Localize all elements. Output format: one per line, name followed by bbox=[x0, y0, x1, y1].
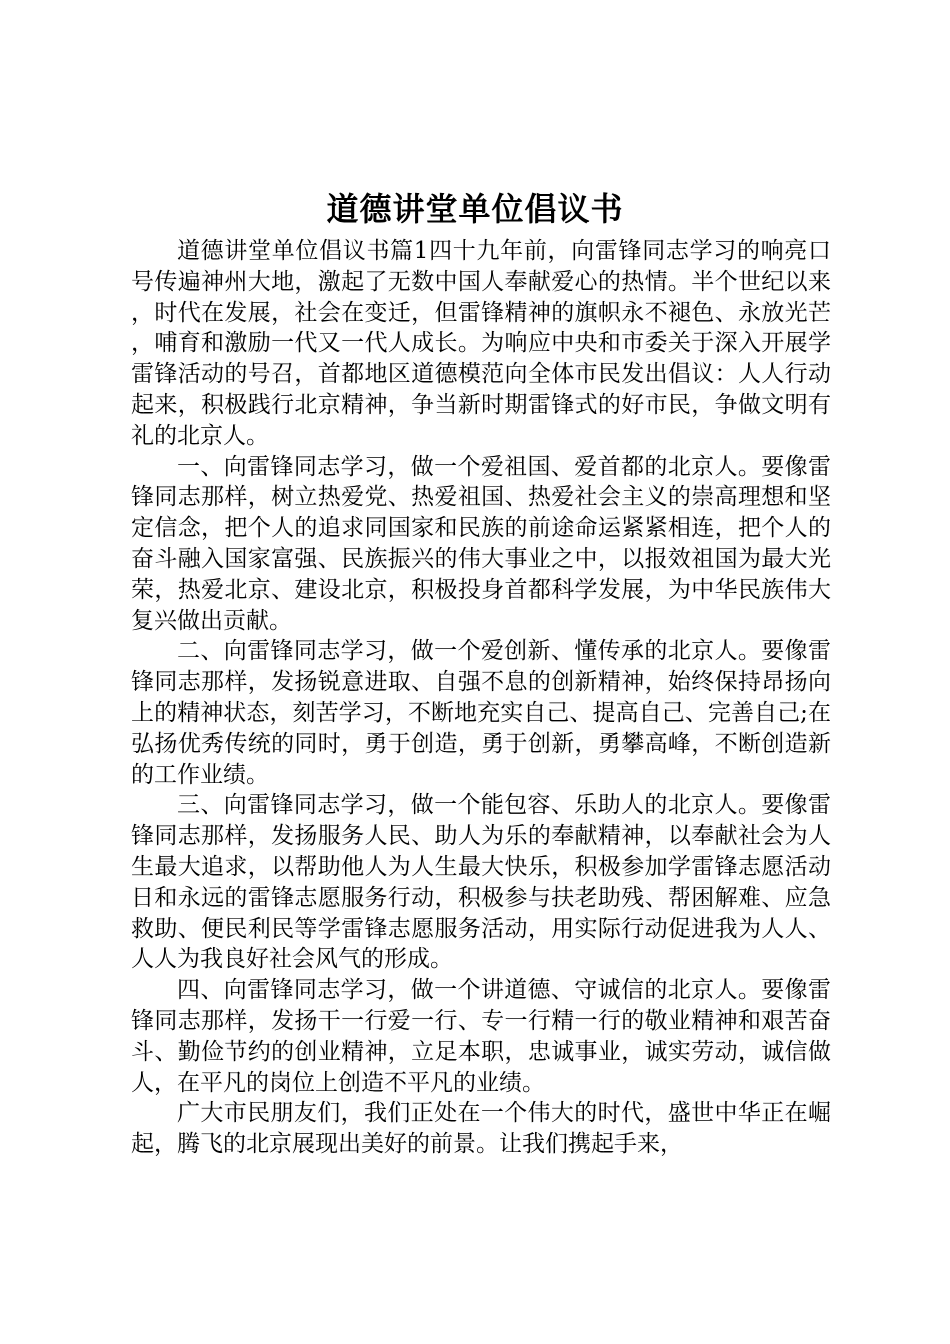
document-title: 道德讲堂单位倡议书 bbox=[326, 190, 624, 228]
paragraph-intro: 道德讲堂单位倡议书篇1四十九年前，向雷锋同志学习的响亮口号传遍神州大地，激起了无数中国人奉献爱心的热情。半个世纪以来，时代在发展，社会在变迁，但雷锋精神的旗帜永不褪色、永放光芒，哺育和激励一代又一代人成长。为响应中央和市委关于深入开展学雷锋活动的号召，首都地区道德模范向全体市民发出倡议：人人行动起来，积极践行北京精神，争当新时期雷锋式的好市民，争做文明有礼的北京人。 bbox=[131, 238, 831, 449]
paragraph-point-1: 一、向雷锋同志学习，做一个爱祖国、爱首都的北京人。要像雷锋同志那样，树立热爱党、热爱祖国、热爱社会主义的崇高理想和坚定信念，把个人的追求同国家和民族的前途命运紧紧相连，把个人的奋斗融入国家富强、民族振兴的伟大事业之中，以报效祖国为最大光荣，热爱北京、建设北京，积极投身首都科学发展，为中华民族伟大复兴做出贡献。 bbox=[131, 453, 831, 634]
paragraph-point-3: 三、向雷锋同志学习，做一个能包容、乐助人的北京人。要像雷锋同志那样，发扬服务人民、助人为乐的奉献精神，以奉献社会为人生最大追求，以帮助他人为人生最大快乐，积极参加学雷锋志愿活动日和永远的雷锋志愿服务行动，积极参与扶老助残、帮困解难、应急救助、便民利民等学雷锋志愿服务活动，用实际行动促进我为人人、人人为我良好社会风气的形成。 bbox=[131, 792, 831, 973]
paragraph-point-4: 四、向雷锋同志学习，做一个讲道德、守诚信的北京人。要像雷锋同志那样，发扬干一行爱一行、专一行精一行的敬业精神和艰苦奋斗、勤俭节约的创业精神，立足本职，忠诚事业，诚实劳动，诚信做人，在平凡的岗位上创造不平凡的业绩。 bbox=[131, 977, 831, 1096]
paragraph-point-2: 二、向雷锋同志学习，做一个爱创新、懂传承的北京人。要像雷锋同志那样，发扬锐意进取、自强不息的创新精神，始终保持昂扬向上的精神状态，刻苦学习，不断地充实自己、提高自己、完善自己;在弘扬优秀传统的同时，勇于创造，勇于创新，勇攀高峰，不断创造新的工作业绩。 bbox=[131, 638, 831, 788]
paragraph-closing: 广大市民朋友们，我们正处在一个伟大的时代，盛世中华正在崛起，腾飞的北京展现出美好的前景。让我们携起手来， bbox=[131, 1100, 831, 1158]
document-body bbox=[131, 236, 831, 1160]
